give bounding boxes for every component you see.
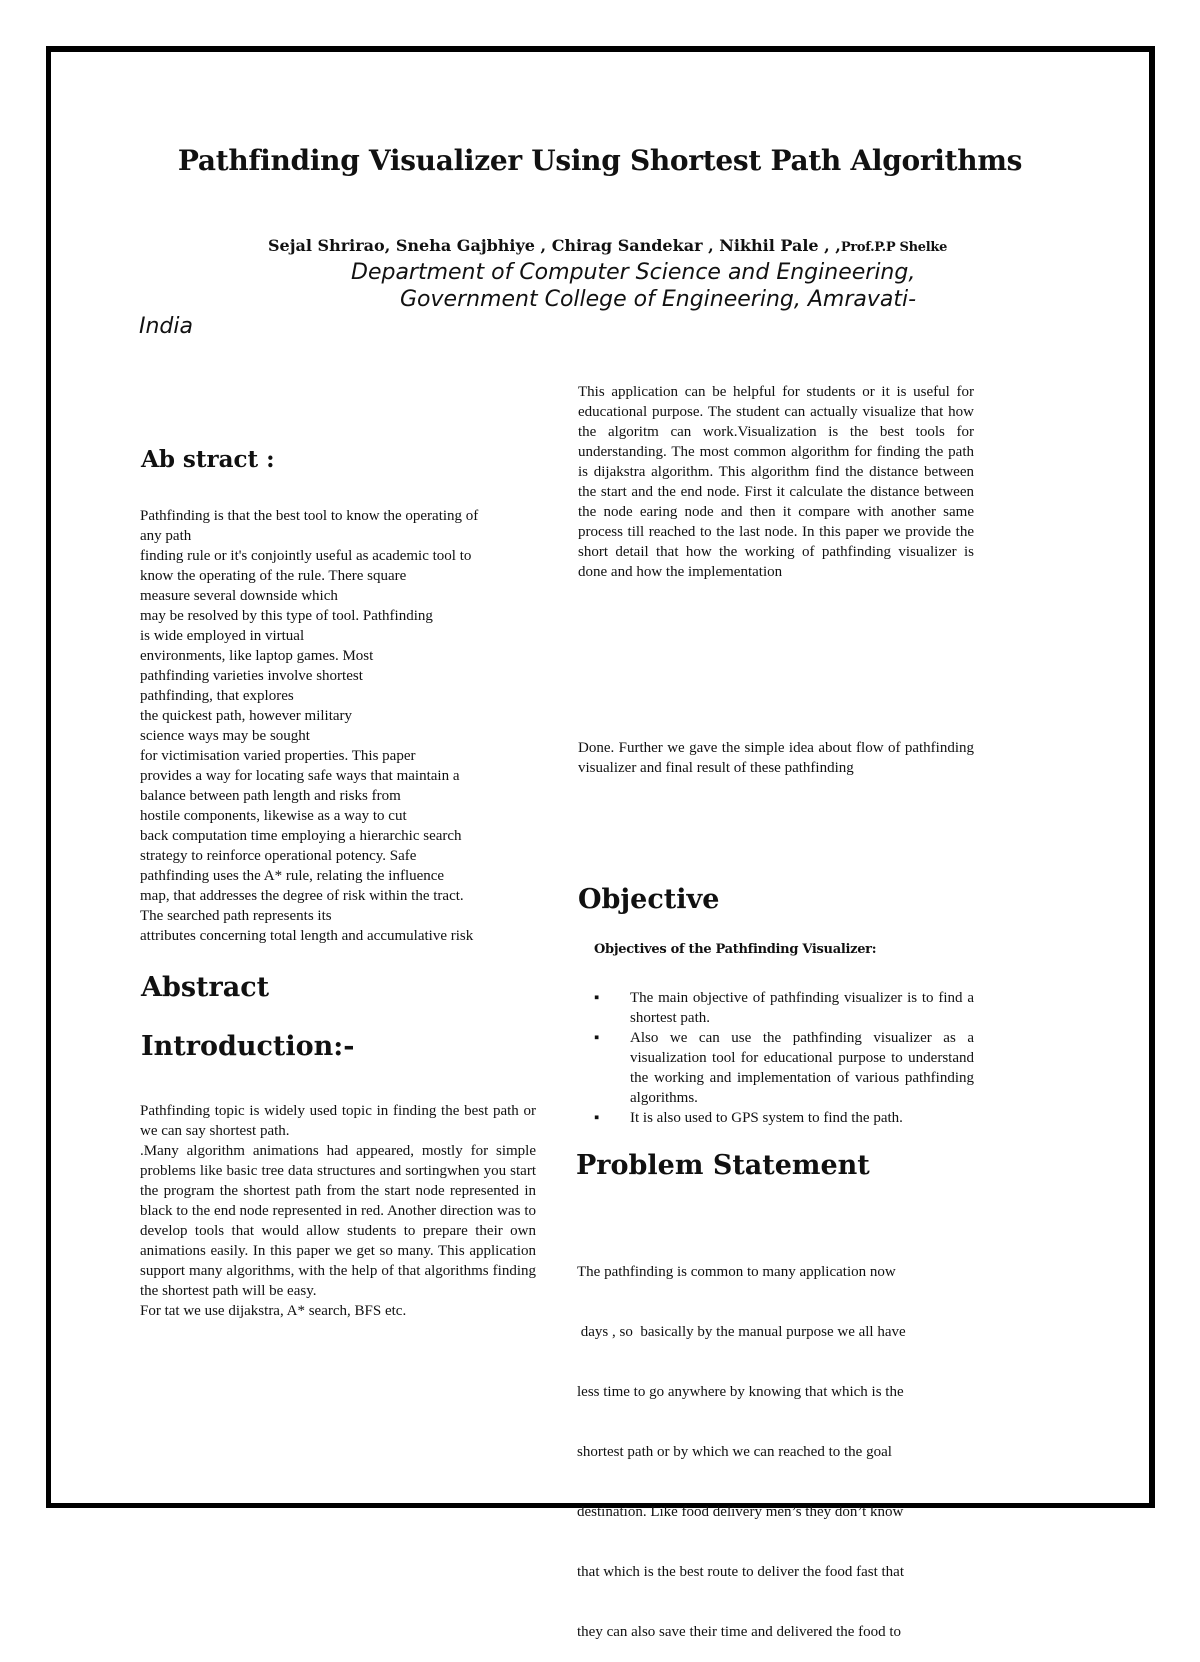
abstract-line: provides a way for locating safe ways that maintain a	[140, 768, 460, 784]
abstract-line: back computation time employing a hierarchic search	[140, 828, 462, 844]
intro-paragraph: .Many algorithm animations had appeared, mostly for simple problems like basic tree data structures and sortingwhen you start the program the shortest path from the start node represented in black to the end node represented in red. Another direction was to develop tools that would allow students to prepare their own animations easily. In this paper we get so many. This application support many algorithms, with the help of that algorithms finding the shortest path will be easy.	[140, 1143, 536, 1299]
objective-subheading: Objectives of the Pathfinding Visualizer:	[594, 942, 877, 957]
abstract-text	[140, 506, 550, 946]
professor-name: Prof.P.P Shelke	[840, 240, 948, 255]
objective-heading: Objective	[578, 884, 720, 915]
author-list	[268, 236, 947, 255]
abstract-line: The searched path represents its	[140, 908, 332, 924]
intro-paragraph: For tat we use dijakstra, A* search, BFS etc.	[140, 1303, 407, 1319]
objective-text: It is also used to GPS system to find the path.	[630, 1110, 903, 1126]
objectives-list	[594, 988, 974, 1128]
abstract-heading-2: Abstract	[141, 972, 270, 1003]
problem-line: they can also save their time and delivered the food to	[577, 1624, 902, 1640]
abstract-line: is wide employed in virtual	[140, 628, 305, 644]
abstract-line: strategy to reinforce operational potency. Safe	[140, 848, 417, 864]
affiliation-line-3: India	[139, 314, 193, 339]
abstract-line: the quickest path, however military	[140, 708, 353, 724]
problem-line: The pathfinding is common to many application now	[577, 1264, 896, 1280]
problem-line: that which is the best route to deliver the food fast that	[577, 1564, 904, 1580]
bullet-icon: ▪	[594, 1110, 600, 1126]
objective-item	[594, 1108, 974, 1128]
abstract-line: science ways may be sought	[140, 728, 310, 744]
abstract-line: pathfinding varieties involve shortest	[140, 668, 363, 684]
objective-item	[594, 1028, 974, 1108]
problem-statement-text	[577, 1222, 977, 1662]
intro-paragraph: Pathfinding topic is widely used topic in finding the best path or we can say shortest path.	[140, 1103, 536, 1139]
introduction-heading: Introduction:-	[141, 1031, 355, 1062]
abstract-line: may be resolved by this type of tool. Pathfinding	[140, 608, 433, 624]
problem-statement-heading: Problem Statement	[576, 1150, 870, 1181]
objective-text: Also we can use the pathfinding visualizer as a visualization tool for educational purpose to understand the working and implementation of various pathfinding algorithms.	[630, 1030, 974, 1106]
abstract-line: environments, like laptop games. Most	[140, 648, 374, 664]
abstract-line: know the operating of the rule. There square	[140, 568, 407, 584]
problem-line: days , so basically by the manual purpose we all have	[577, 1324, 906, 1340]
abstract-line: pathfinding, that explores	[140, 688, 294, 704]
abstract-line: pathfinding uses the A* rule, relating the influence	[140, 868, 445, 884]
affiliation-line-2: Government College of Engineering, Amravati-	[400, 287, 917, 312]
objective-text: The main objective of pathfinding visualizer is to find a shortest path.	[630, 990, 974, 1026]
bullet-icon: ▪	[594, 1030, 600, 1046]
abstract-line: any path	[140, 528, 192, 544]
objective-item	[594, 988, 974, 1028]
problem-line: destination. Like food delivery men’s they don’t know	[577, 1504, 904, 1520]
bullet-icon: ▪	[594, 990, 600, 1006]
abstract-line: attributes concerning total length and accumulative risk	[140, 928, 474, 944]
abstract-line: hostile components, likewise as a way to cut	[140, 808, 407, 824]
abstract-line: balance between path length and risks from	[140, 788, 401, 804]
right-paragraph-1: This application can be helpful for students or it is useful for educational purpose. The student can actually visualize that how the algoritm can work.Visualization is the best tools for understanding. The most common algorithm for finding the path is dijakstra algorithm. This algorithm find the distance between the start and the end node. First it calculate the distance between the node earing node and then it compare with another same process till reached to the last node. In this paper we provide the short detail that how the working of pathfinding visualizer is done and how the implementation	[578, 384, 974, 580]
authors-names: Sejal Shrirao, Sneha Gajbhiye , Chirag Sandekar , Nikhil Pale , ,	[268, 236, 841, 255]
abstract-line: Pathfinding is that the best tool to know the operating of	[140, 508, 479, 524]
abstract-line: measure several downside which	[140, 588, 338, 604]
affiliation-line-1: Department of Computer Science and Engineering,	[351, 260, 916, 285]
right-paragraph-2: Done. Further we gave the simple idea about flow of pathfinding visualizer and final result of these pathfinding	[578, 740, 974, 776]
abstract-line: map, that addresses the degree of risk within the tract.	[140, 888, 464, 904]
paper-title: Pathfinding Visualizer Using Shortest Path Algorithms	[177, 144, 1023, 177]
introduction-text	[140, 1101, 536, 1321]
abstract-line: for victimisation varied properties. This paper	[140, 748, 416, 764]
problem-line: less time to go anywhere by knowing that which is the	[577, 1384, 904, 1400]
abstract-line: finding rule or it's conjointly useful as academic tool to	[140, 548, 472, 564]
abstract-heading: Ab stract :	[141, 446, 275, 473]
problem-line: shortest path or by which we can reached to the goal	[577, 1444, 892, 1460]
